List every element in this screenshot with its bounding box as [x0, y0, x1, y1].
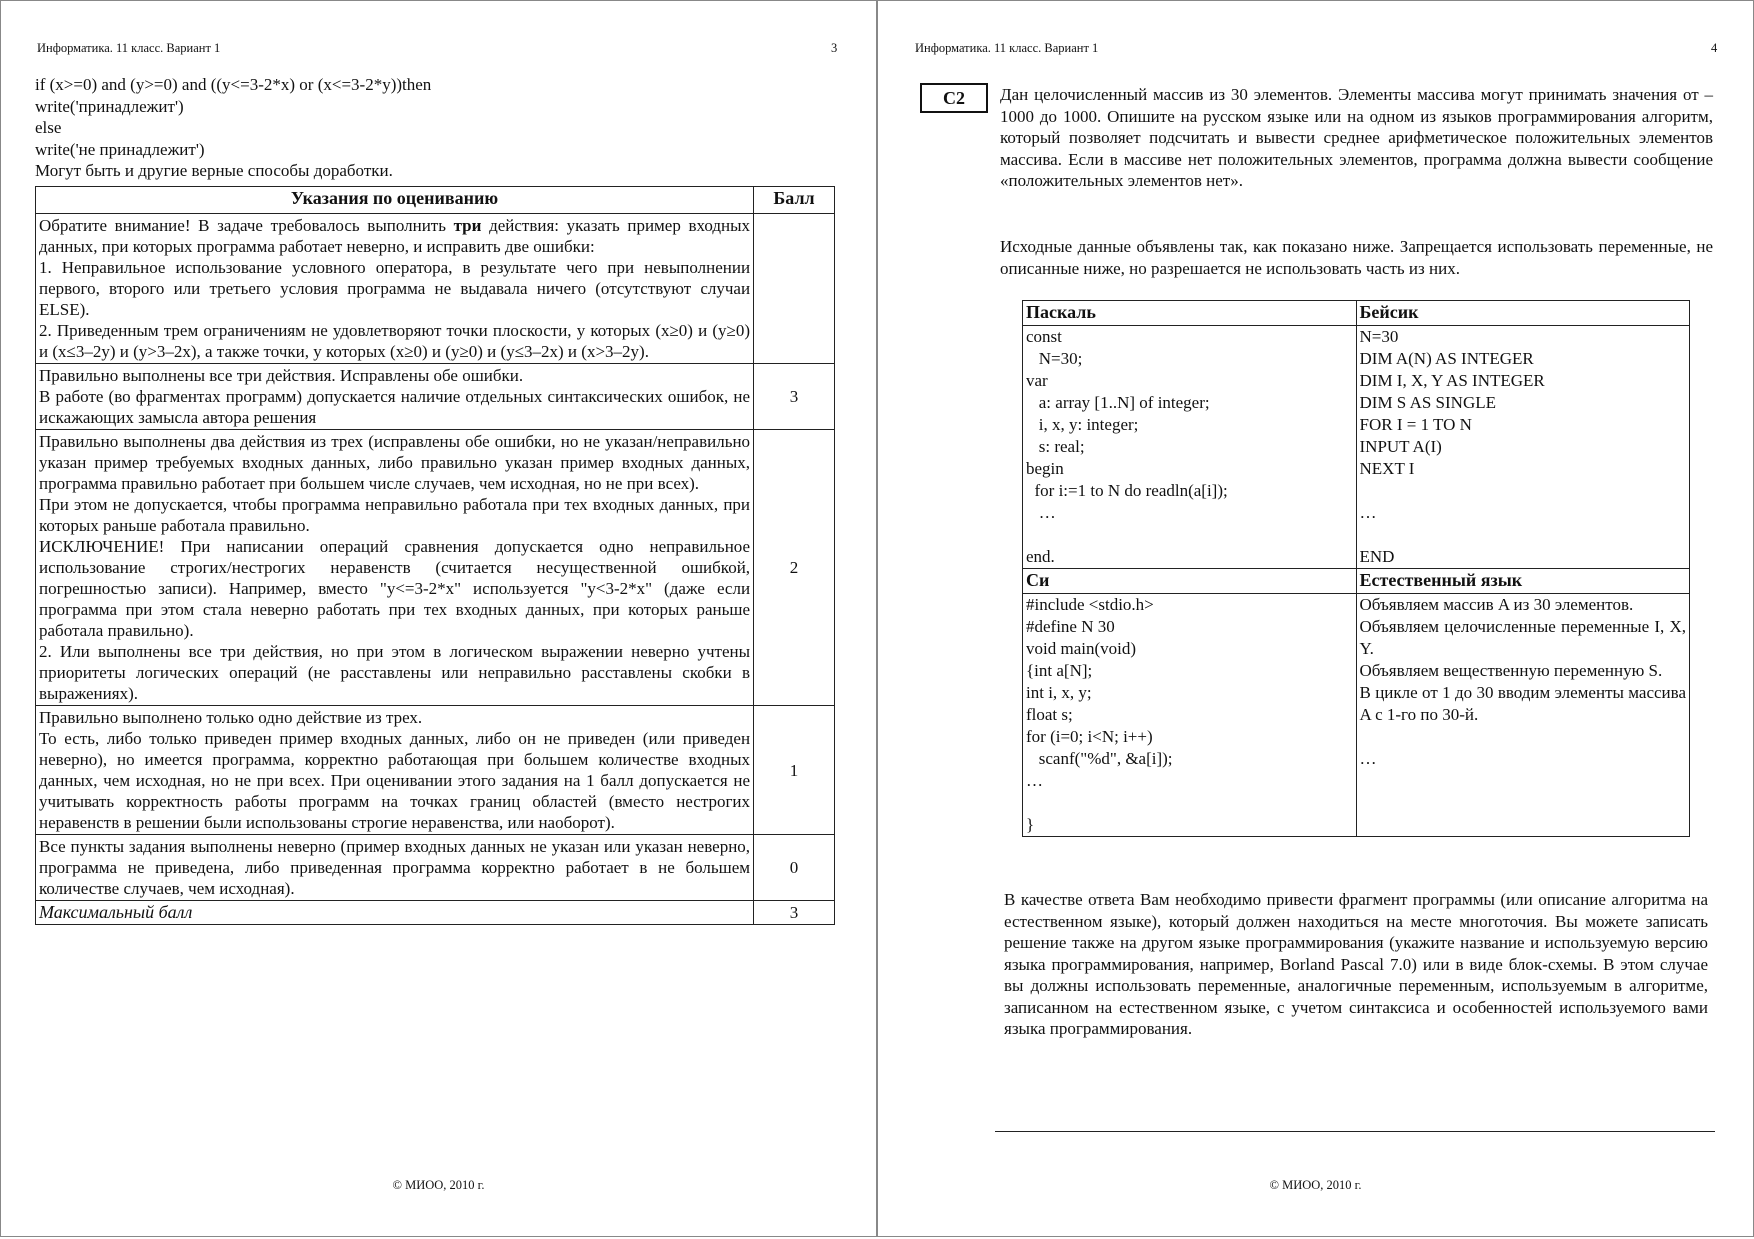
page-number: 4 [1711, 41, 1718, 55]
max-score-row [36, 901, 835, 925]
code-row [1023, 594, 1690, 837]
page-header: Информатика. 11 класс. Вариант 1 [37, 41, 221, 55]
code-row [1023, 326, 1690, 569]
natural-title: Естественный язык [1356, 569, 1690, 594]
page-header: Информатика. 11 класс. Вариант 1 [915, 41, 1099, 55]
intro-paragraph: Обратите внимание! В задаче требовалось выполнить три действия: указать пример входных данных, при которых программа работает неверно, и исправить две ошибки: [39, 216, 751, 256]
score-cell: 3 [754, 364, 835, 430]
horizontal-rule [995, 1131, 1715, 1132]
basic-title: Бейсик [1356, 301, 1690, 326]
c-title: Си [1023, 569, 1357, 594]
page-number: 3 [831, 41, 838, 55]
language-header-row [1023, 301, 1690, 326]
task-text: Дан целочисленный массив из 30 элементов. Элементы массива могут принимать значения от –1000 до 1000. Опишите на русском языке или на одном из языков программирования алгоритм, который позволяет подсчитать и вывести среднее арифметическое положительных элементов массива. Если в массиве нет положительных элементов, программа должна вывести сообщение «положительных элементов нет». [1000, 85, 1713, 190]
code-fragment [35, 74, 431, 182]
max-score-value: 3 [754, 901, 835, 925]
c-code: #include <stdio.h> #define N 30 void main(void) {int a[N]; int i, x, y; float s; for (i=0; i<N; i++) scanf("%d", &a[i]); … } [1023, 594, 1357, 837]
pascal-code: const N=30; var a: array [1..N] of integer; i, x, y: integer; s: real; begin for i:=1 to N do readln(a[i]); … end. [1023, 326, 1357, 569]
code-line: write('не принадлежит') [35, 139, 205, 159]
table-row: Правильно выполнено только одно действие из трех. То есть, либо только приведен пример входных данных, либо он не приведен (или приведен неверно), но имеется программа, корректно работающая при большем количестве входных данных, чем исходная, но не при всех. При оценивании этого задания на 1 балл допускается не учитывать корректность работы программ на точках границ областей (вместо нестрогих неравенств в решении были использованы строгие неравенства, или наоборот). 1 [36, 706, 835, 835]
intro-row [36, 214, 835, 364]
note-text: Могут быть и другие верные способы доработки. [35, 161, 393, 180]
table-row: Правильно выполнены два действия из трех (исправлены обе ошибки, но не указан/неправильно указан пример требуемых входных данных, либо правильно указан пример входных данных, программа правильно работает при большем числе случаев, чем исходная, но не при всех). При этом не допускается, чтобы программа неправильно работала при тех входных данных, при которых раньше работала правильно. ИСКЛЮЧЕНИЕ! При написании операций сравнения допускается одно неправильное использование строгих/нестрогих неравенств (считается несущественной ошибкой, погрешностью записи). Например, вместо "y<=3-2*x" используется "y<3-2*x" (даже если программа при этом стала неверно работать при тех входных данных, при которых раньше работала правильно). 2. Или выполнены все три действия, но при этом в логическом выражении неверно учтены приоритеты логических операций (не расставлены или неправильно расставлены скобки в выражениях). 2 [36, 430, 835, 706]
score-header: Балл [754, 187, 835, 214]
natural-language-description: Объявляем массив A из 30 элементов. Объявляем целочисленные переменные I, X, Y. Объявляем вещественную переменную S. В цикле от 1 до 30 вводим элементы массива A с 1-го по 30-й. … [1356, 594, 1690, 837]
score-cell: 1 [754, 706, 835, 835]
code-line: write('принадлежит') [35, 96, 184, 116]
score-cell: 0 [754, 835, 835, 901]
table-row: Правильно выполнены все три действия. Исправлены обе ошибки. В работе (во фрагментах программ) допускается наличие отдельных синтаксических ошибок, не искажающих замысла автора решения 3 [36, 364, 835, 430]
pascal-title: Паскаль [1023, 301, 1357, 326]
table-header-row [36, 187, 835, 214]
code-line: if (x>=0) and (y>=0) and ((y<=3-2*x) or (x<=3-2*y))then [35, 75, 432, 94]
left-page [0, 0, 877, 1237]
page-footer: © МИОО, 2010 г. [392, 1178, 485, 1192]
max-score-label: Максимальный балл [36, 901, 754, 925]
declaration-text: Исходные данные объявлены так, как показано ниже. Запрещается использовать переменные, не описанные ниже, но разрешается не использовать часть из них. [1000, 237, 1713, 278]
intro-paragraph: 1. Неправильное использование условного оператора, в результате чего при невыполнении первого, второго или третьего условия программа не выдавала ничего (отсутствуют случаи ELSE). [39, 258, 751, 319]
score-cell: 2 [754, 430, 835, 706]
criteria-header: Указания по оцениванию [36, 187, 754, 214]
page-footer: © МИОО, 2010 г. [1269, 1178, 1362, 1192]
intro-paragraph: 2. Приведенным трем ограничениям не удовлетворяют точки плоскости, у которых (x≥0) и (y≥0) и (x≤3–2y) и (y>3–2x), а также точки, у которых (x≥0) и (y≥0) и (y≤3–2x) и (x>3–2y). [39, 321, 751, 361]
basic-code: N=30 DIM A(N) AS INTEGER DIM I, X, Y AS INTEGER DIM S AS SINGLE FOR I = 1 TO N INPUT A(I) NEXT I … END [1356, 326, 1690, 569]
language-header-row [1023, 569, 1690, 594]
language-table [1022, 300, 1690, 837]
answer-instructions: В качестве ответа Вам необходимо привести фрагмент программы (или описание алгоритма на естественном языке), который должен находиться на месте многоточия. Вы можете записать решение также на другом языке программирования (укажите название и используемую версию языка программирования, например, Borland Pascal 7.0) или в виде блок-схемы. В этом случае вы должны использовать переменные, аналогичные переменным, используемым в алгоритме, записанном на естественном языке, с учетом синтаксиса и особенностей используемого вами языка программирования. [1004, 890, 1708, 1038]
code-line: else [35, 118, 62, 137]
grading-table [35, 186, 835, 925]
task-label: C2 [920, 83, 988, 113]
table-row: Все пункты задания выполнены неверно (пример входных данных не указан или указан неверно, программа не приведена, либо приведенная программа корректно работает в не большем количестве случаев, чем исходная). 0 [36, 835, 835, 901]
